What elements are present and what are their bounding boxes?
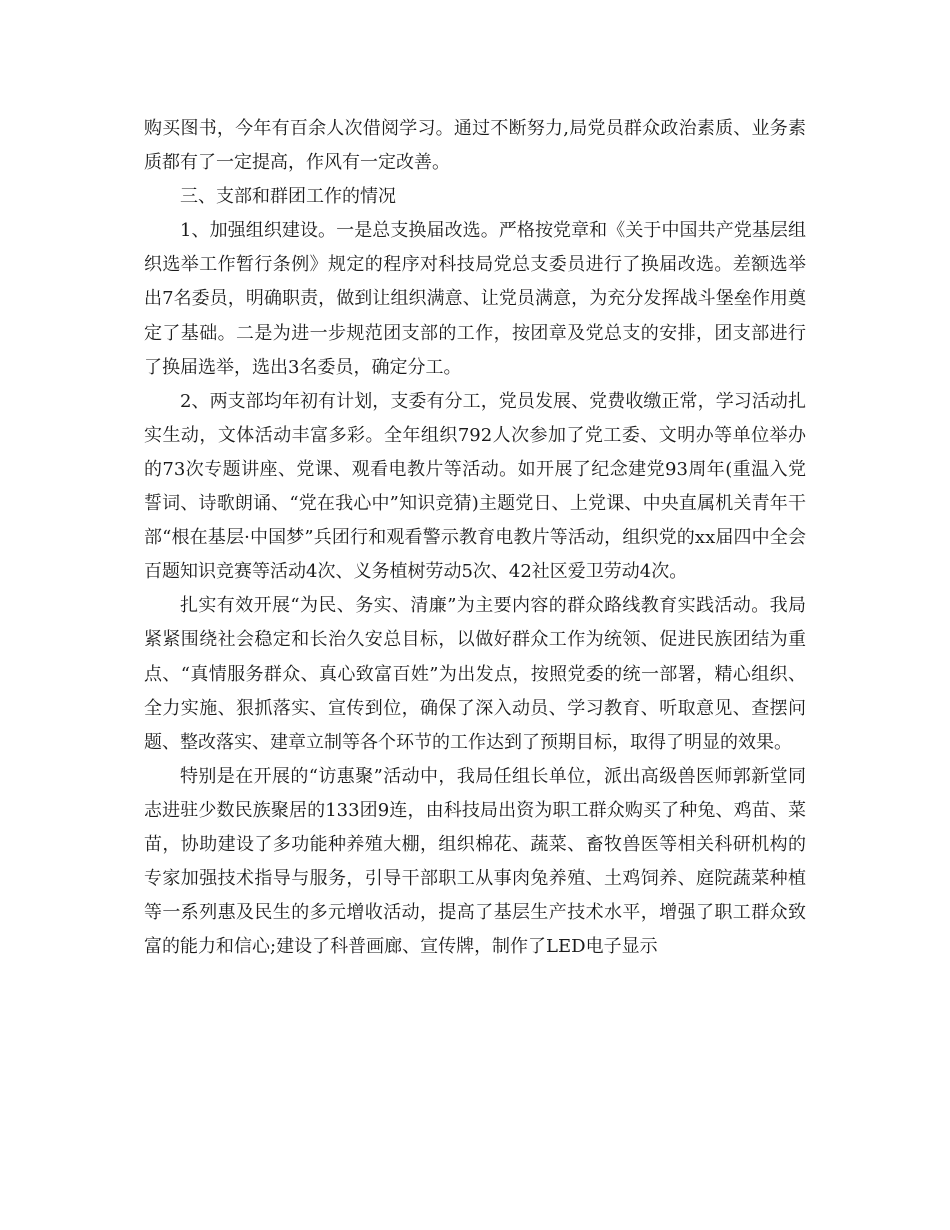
- paragraph-continued: 购买图书，今年有百余人次借阅学习。通过不断努力,局党员群众政治素质、业务素质都有了一定提高，作风有一定改善。: [144, 118, 806, 174]
- paragraph-branch-activities: 2、两支部均年初有计划，支委有分工，党员发展、党费收缴正常，学习活动扎实生动，文体活动丰富多彩。全年组织792人次参加了党工委、文明办等单位举办的73次专题讲座、党课、观看电教片等活动。如开展了纪念建党93周年(重温入党誓词、诗歌朗诵、“党在我心中”知识竞猜)主题党日、上党课、中央直属机关青年干部“根在基层·中国梦”兵团行和观看警示教育电教片等活动，组织党的xx届四中全会百题知识竞赛等活动4次、义务植树劳动5次、42社区爱卫劳动4次。: [144, 390, 806, 583]
- paragraph-organization-building: 1、加强组织建设。一是总支换届改选。严格按党章和《关于中国共产党基层组织选举工作暂行条例》规定的程序对科技局党总支委员进行了换届改选。差额选举出7名委员，明确职责，做到让组织满意、让党员满意，为充分发挥战斗堡垒作用奠定了基础。二是为进一步规范团支部的工作，按团章及党总支的安排，团支部进行了换届选举，选出3名委员，确定分工。: [144, 220, 806, 378]
- paragraph-fanghuiju-activity: 特别是在开展的“访惠聚”活动中，我局任组长单位，派出高级兽医师郭新堂同志进驻少数民族聚居的133团9连，由科技局出资为职工群众购买了种兔、鸡苗、菜苗，协助建设了多功能种养殖大棚，组织棉花、蔬菜、畜牧兽医等相关科研机构的专家加强技术指导与服务，引导干部职工从事肉兔养殖、土鸡饲养、庭院蔬菜种植等一系列惠及民生的多元增收活动，提高了基层生产技术水平，增强了职工群众致富的能力和信心;建设了科普画廊、宣传牌，制作了LED电子显示: [144, 765, 806, 958]
- section-heading: 三、支部和群团工作的情况: [180, 186, 396, 208]
- document-body: [144, 112, 806, 964]
- paragraph-mass-line-education: 扎实有效开展“为民、务实、清廉”为主要内容的群众路线教育实践活动。我局紧紧围绕社会稳定和长治久安总目标，以做好群众工作为统领、促进民族团结为重点、“真情服务群众、真心致富百姓”为出发点，按照党委的统一部署，精心组织、全力实施、狠抓落实、宣传到位，确保了深入动员、学习教育、听取意见、查摆问题、整改落实、建章立制等各个环节的工作达到了预期目标，取得了明显的效果。: [144, 595, 806, 753]
